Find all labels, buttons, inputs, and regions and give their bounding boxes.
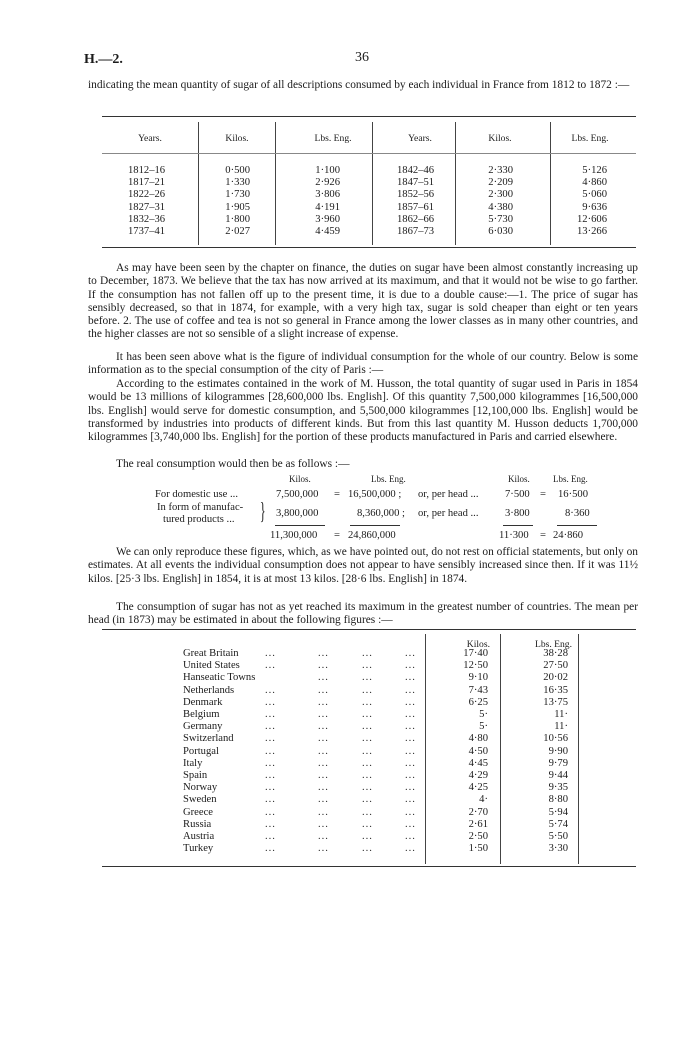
calc-header-lbs-head: Lbs. Eng. [553,474,588,484]
table1-cell: 1842–46 [397,165,435,176]
section-reference: H.—2. [84,52,123,67]
leader-dots: ... [405,709,416,720]
leader-dots: ... [265,648,276,659]
table2-kilos: 5· [479,721,488,733]
table2-lbs: 9·90 [548,745,568,757]
table1-cell: 1·330 [225,177,250,189]
leader-dots: ... [318,794,329,806]
table2-kilos: 7·43 [468,684,488,696]
table2-lbs: 9·44 [548,770,568,781]
leader-dots: ... [362,684,373,696]
calc-total-lbs-head: 24·860 [553,530,584,541]
paragraph-finance-body: the duties on sugar have been almost constantly increasing up to December, 1873. We believe that the tax has now arrived at its maximum, and that it would not be wise to go farther. If the consumption has not fallen off up to the present time, it is due to a double cause:—1. The price of sugar has sensibly decreased, so that in 1874, for example, with a very high tax, sugar is sold cheaper than eight or ten years before. 2. The use of coffee and tea is not so general in France among the lower classes as in many other countries, and the higher classes are not so sensible of a slight increase of expense. [88,262,638,341]
table1-cell: 1862–66 [397,213,435,225]
table2-lbs: 5·94 [548,806,568,818]
table2-country: Belgium [183,709,220,720]
table2-country: Russia [183,818,212,830]
table1-cell: 1857–61 [397,201,435,213]
paragraph-estimates-text: We can only reproduce these figures, which, as we have pointed out, do not rest on official statements, but only on estimates. At all events the individual consumption does not appear to have sensibly increased since then. If it was 11½ kilos. [25·3 lbs. English] in 1854, it is at most 13 kilos. [28·6 lbs. English] in 1874. [88,546,638,585]
leader-dots: ... [405,843,416,855]
leader-dots: ... [405,770,416,781]
leader-dots: ... [362,733,373,745]
calc-domestic-label: For domestic use ... [155,489,238,500]
table2-lbs: 5·74 [548,818,568,830]
calc-manufactured-lbs-head: 8·360 [565,508,590,519]
table1-cell: 13·266 [576,226,607,237]
table1-header-cell: Kilos. [488,133,512,144]
leader-dots: ... [405,721,416,733]
table2-lbs: 20·02 [543,672,568,684]
leader-dots: ... [265,709,276,720]
calc-domestic-lbs-head: 16·500 [558,489,589,500]
brace-symbol: } [259,499,266,525]
table1-cell: 1·800 [225,213,250,225]
calc-header-kilos: Kilos. [289,474,311,484]
leader-dots: ... [405,733,416,745]
leader-dots: ... [318,684,329,696]
table2-lbs: 11· [554,721,568,733]
table2-lbs: 9·35 [548,782,568,794]
table2-lbs: 3·30 [548,843,568,855]
leader-dots: ... [362,770,373,781]
table1-header-cell: Lbs. Eng. [571,133,609,144]
leader-dots: ... [265,831,276,842]
table1-header-cell: Years. [408,133,432,144]
table2-column-divider [425,634,426,864]
leader-dots: ... [405,684,416,696]
paragraph-individual [88,351,638,378]
paragraph-finance [88,262,638,342]
table1-header-rule [102,153,636,154]
leader-dots: ... [265,770,276,781]
table2-kilos: 4·29 [468,770,488,781]
table2-kilos: 17·40 [463,648,488,659]
table1-cell: 1832–36 [128,213,166,225]
paragraph-countries-text: The consumption of sugar has not as yet reached its maximum in the greatest number of countries. The mean per head (in 1873) may be estimated in about the following figures :— [88,601,638,627]
table1-header-cell: Lbs. Eng. [314,133,352,144]
leader-dots: ... [265,806,276,818]
table1-cell: 1827–31 [128,201,166,213]
table1-cell: 2·300 [488,189,513,201]
table1-cell: 4·459 [315,226,340,237]
leader-dots: ... [362,794,373,806]
leader-dots: ... [265,757,276,769]
table2-lbs: 13·75 [543,696,568,708]
table1-cell: 2·926 [315,177,340,189]
calc-manufactured-label-a: In form of manufac- [157,502,244,513]
leader-dots: ... [405,648,416,659]
calc-domestic-kilos-head: 7·500 [505,489,530,500]
table2-lbs: 11· [554,709,568,720]
calc-total-kilos: 11,300,000 [270,530,318,541]
leader-dots: ... [318,709,329,720]
table1-cell: 3·960 [315,213,340,225]
table2-kilos: 9·10 [468,672,488,684]
table1-cell: 1·905 [225,201,250,213]
intro-text: indicating the mean quantity of sugar of all descriptions consumed by each individual in France from 1812 to 1872 :— [88,79,630,91]
table2-bottom-rule [102,866,636,867]
paragraph-husson-text: According to the estimates contained in the work of M. Husson, the total quantity of sugar used in Paris in 1854 would be 13 millions of kilogrammes [28,600,000 lbs. English]. Of this quantity 7,500,000 kilogrammes [16,500,000 lbs. English] would serve for domestic consumption, and 5,500,000 kilogrammes [12,100,000 lbs. English] would be transformed by industries into products of different kinds. But from this last quantity M. Husson deducts 1,700,000 kilogrammes [3,740,000 lbs. English] for the portion of these products manufactured in Paris and carried elsewhere. [88,378,638,444]
table1-cell: 2·209 [488,177,513,189]
calc-domestic-per-head: or, per head ... [418,489,479,500]
leader-dots: ... [318,818,329,830]
calc-domestic-kilos: 7,500,000 [276,489,319,500]
leader-dots: ... [362,831,373,842]
table1-top-rule [102,116,636,117]
leader-dots: ... [362,696,373,708]
leader-dots: ... [265,733,276,745]
table2-column-divider [578,634,579,864]
leader-dots: ... [318,745,329,757]
table2-header-kilos: Kilos. [466,639,490,650]
table1-cell: 1847–51 [397,177,435,189]
table2-kilos: 6·25 [468,696,488,708]
table2-country: Spain [183,770,208,781]
calc-domestic-eq: = [334,489,340,500]
leader-dots: ... [362,806,373,818]
leader-dots: ... [265,818,276,830]
table1-cell: 1812–16 [128,165,166,176]
leader-dots: ... [362,843,373,855]
table2-country: Sweden [183,794,217,806]
calc-header-kilos-head: Kilos. [508,474,530,484]
table2-country: Germany [183,721,223,733]
table1-cell: 9·636 [582,201,607,213]
leader-dots: ... [265,794,276,806]
calc-total-eq-head: = [540,530,546,541]
leader-dots: ... [318,831,329,842]
leader-dots: ... [362,818,373,830]
calc-manufactured-kilos-head: 3·800 [505,508,530,519]
table1-cell: 1817–21 [128,177,166,189]
leader-dots: ... [318,696,329,708]
calc-domestic-eq-head: = [540,489,546,500]
paragraph-countries [88,601,638,628]
calc-manufactured-kilos: 3,800,000 [276,508,319,519]
table1-column-divider [275,122,276,245]
table2-country: Norway [183,782,218,794]
calc-header-lbs: Lbs. Eng. [371,474,406,484]
table2-kilos: 4·25 [468,782,488,794]
leader-dots: ... [362,782,373,794]
table2-lbs: 27·50 [543,660,568,672]
table2-country: Great Britain [183,648,239,659]
leader-dots: ... [405,831,416,842]
table1-cell: 0·500 [225,165,250,176]
table2-lbs: 38·28 [543,648,568,659]
leader-dots: ... [362,757,373,769]
table2-lbs: 5·50 [548,831,568,842]
leader-dots: ... [265,721,276,733]
table1-cell: 1852–56 [397,189,435,201]
table2-top-rule [102,629,636,630]
leader-dots: ... [318,782,329,794]
calc-sum-rule-lbs [350,525,400,526]
table2-kilos: 4·45 [468,757,488,769]
calc-sum-rule-kilos-head [503,525,533,526]
leader-dots: ... [318,672,329,684]
table2-kilos: 2·70 [468,806,488,818]
leader-dots: ... [405,782,416,794]
table2-country: Turkey [183,843,214,855]
leader-dots: ... [265,843,276,855]
leader-dots: ... [405,745,416,757]
table2-country: Netherlands [183,684,235,696]
leader-dots: ... [265,660,276,672]
table2-column-divider [500,634,501,864]
calc-total-lbs: 24,860,000 [348,530,396,541]
table2-country: Hanseatic Towns [183,672,256,684]
leader-dots: ... [318,843,329,855]
leader-dots: ... [318,721,329,733]
leader-dots: ... [405,757,416,769]
leader-dots: ... [265,696,276,708]
paragraph-husson [88,378,638,444]
leader-dots: ... [405,818,416,830]
table1-cell: 1·100 [315,165,340,176]
table1-cell: 1737–41 [128,226,166,237]
leader-dots: ... [265,745,276,757]
leader-dots: ... [362,721,373,733]
calc-total-eq: = [334,530,340,541]
paragraph-real-consumption-text: The real consumption would then be as follows :— [116,458,350,470]
table1-cell: 12·606 [576,213,607,225]
table2-lbs: 8·80 [548,794,568,806]
leader-dots: ... [362,660,373,672]
table2-country: Greece [183,806,213,818]
table1-cell: 2·027 [225,226,250,237]
leader-dots: ... [318,757,329,769]
leader-dots: ... [318,648,329,659]
table2-header-lbs: Lbs. Eng. [534,639,572,650]
table2-country: Switzerland [183,733,234,745]
table1-cell: 2·330 [488,165,513,176]
table1-cell: 6·030 [488,226,513,237]
table2-lbs: 10·56 [543,733,568,745]
table2-kilos: 4·80 [468,733,488,745]
table1-header-cell: Years. [138,133,162,144]
table2-kilos: 1·50 [468,843,488,855]
paragraph-estimates [88,546,638,586]
leader-dots: ... [318,733,329,745]
table1-cell: 5·060 [582,189,607,201]
table1-cell: 4·380 [488,201,513,213]
table1-cell: 4·191 [315,201,340,213]
table1-cell: 5·730 [488,213,513,225]
table1-bottom-rule [102,247,636,248]
calc-domestic-lbs: 16,500,000 ; [348,489,402,500]
table2-kilos: 4· [479,794,488,806]
page-number: 36 [355,50,369,65]
table1-cell: 1822–26 [128,189,166,201]
paragraph-finance-lead: As may have been seen by the chapter on finance, [116,262,349,274]
table2-country: United States [183,660,240,672]
table1-cell: 3·806 [315,189,340,201]
calc-manufactured-label-b: tured products ... [163,514,235,525]
table2-kilos: 5· [479,709,488,720]
leader-dots: ... [318,770,329,781]
calc-manufactured-lbs: 8,360,000 ; [357,508,405,519]
leader-dots: ... [405,672,416,684]
leader-dots: ... [405,794,416,806]
table2-kilos: 2·61 [468,818,488,830]
leader-dots: ... [405,660,416,672]
table2-lbs: 16·35 [543,684,568,696]
calc-sum-rule-kilos [275,525,325,526]
leader-dots: ... [362,672,373,684]
calc-sum-rule-lbs-head [557,525,597,526]
leader-dots: ... [318,806,329,818]
table2-country: Italy [183,757,203,769]
leader-dots: ... [265,782,276,794]
leader-dots: ... [318,660,329,672]
leader-dots: ... [362,648,373,659]
table1-cell: 5·126 [582,165,607,176]
table2-country: Portugal [183,745,219,757]
paragraph-individual-text: It has been seen above what is the figure of individual consumption for the whole of our country. Below is some information as to the special consumption of the city of Paris :— [88,351,638,377]
paragraph-real-consumption [88,458,638,471]
leader-dots: ... [405,696,416,708]
table1-cell: 1·730 [225,189,250,201]
table2-kilos: 12·50 [463,660,488,672]
leader-dots: ... [362,709,373,720]
table2-kilos: 2·50 [468,831,488,842]
leader-dots: ... [405,806,416,818]
table2-country: Austria [183,831,215,842]
table1-header-cell: Kilos. [225,133,249,144]
table2-lbs: 9·79 [548,757,568,769]
calc-total-kilos-head: 11·300 [499,530,529,541]
calc-manufactured-per-head: or, per head ... [418,508,479,519]
table2-kilos: 4·50 [468,745,488,757]
table1-cell: 4·860 [582,177,607,189]
table2-country: Denmark [183,696,223,708]
table1-column-divider [372,122,373,245]
table1-cell: 1867–73 [397,226,435,237]
leader-dots: ... [265,684,276,696]
leader-dots: ... [362,745,373,757]
